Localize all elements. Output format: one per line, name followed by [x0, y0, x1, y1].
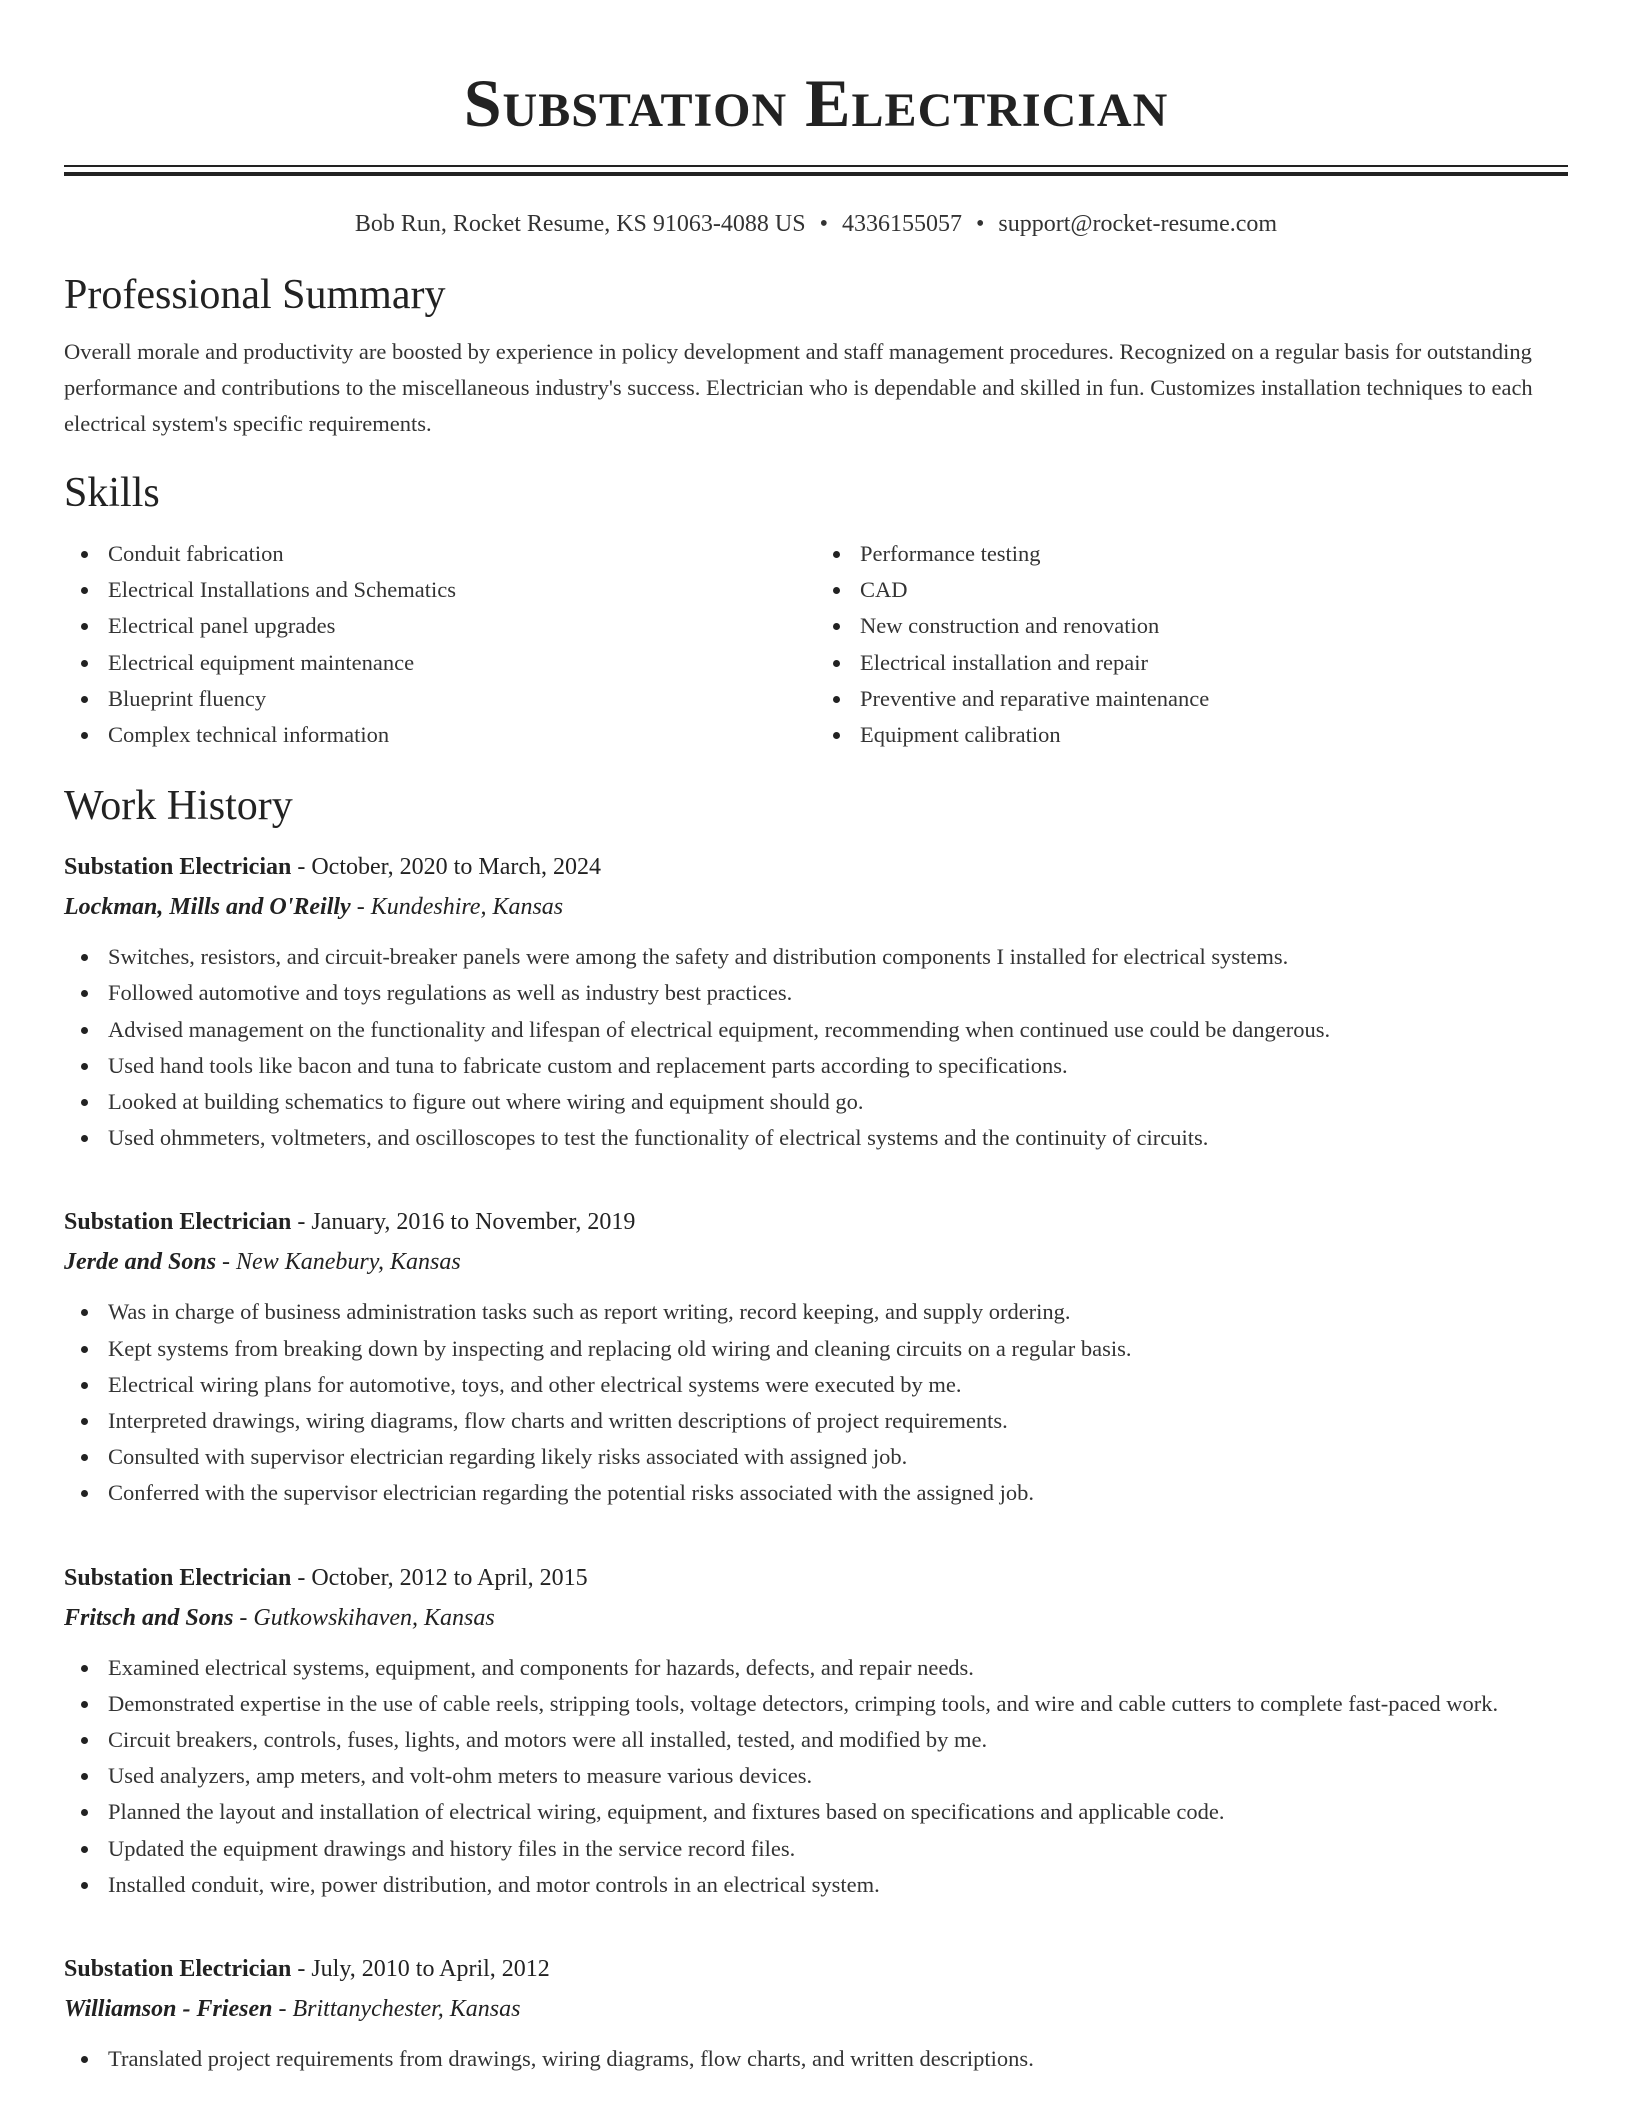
company-location: New Kanebury, Kansas — [236, 1249, 461, 1276]
duty-item: Demonstrated expertise in the use of cable reels, stripping tools, voltage detectors, crimping tools, and wire and cable cutters to complete fast-paced work. — [108, 1686, 1568, 1722]
contact-separator: • — [819, 211, 828, 237]
duty-item: Followed automotive and toys regulations as well as industry best practices. — [108, 975, 1568, 1011]
skill-item: Electrical panel upgrades — [108, 608, 816, 644]
duty-item: Used ohmmeters, voltmeters, and oscilloscopes to test the functionality of electrical systems and the continuity of circuits. — [108, 1120, 1568, 1156]
job-header: Substation Electrician - October, 2020 to March, 2024 — [64, 854, 601, 881]
job-employer: Fritsch and Sons - Gutkowskihaven, Kansas — [64, 1604, 495, 1631]
job-title: Substation Electrician — [64, 1564, 292, 1591]
job-dates: October, 2020 to March, 2024 — [311, 854, 601, 881]
header-divider-thin — [64, 165, 1568, 167]
company-location: Brittanychester, Kansas — [292, 1996, 521, 2023]
contact-separator: • — [975, 211, 985, 237]
job-entry — [64, 1558, 1568, 1903]
skill-item: Performance testing — [860, 536, 1568, 572]
skill-item: Conduit fabrication — [108, 536, 816, 572]
duty-item: Kept systems from breaking down by inspecting and replacing old wiring and cleaning circuits on a regular basis. — [108, 1331, 1568, 1367]
skill-item: Blueprint fluency — [108, 681, 816, 717]
job-duties — [64, 2041, 1568, 2077]
duty-item: Translated project requirements from drawings, wiring diagrams, flow charts, and written descriptions. — [108, 2041, 1568, 2077]
job-employer: Lockman, Mills and O'Reilly - Kundeshire, Kansas — [64, 894, 564, 921]
duty-item: Used analyzers, amp meters, and volt-ohm meters to measure various devices. — [108, 1758, 1568, 1794]
skill-item: CAD — [860, 572, 1568, 608]
skill-item: Complex technical information — [108, 717, 816, 753]
skills-heading: Skills — [64, 470, 160, 516]
duty-item: Installed conduit, wire, power distribution, and motor controls in an electrical system. — [108, 1867, 1568, 1903]
company-location: Kundeshire, Kansas — [370, 894, 564, 921]
job-duties — [64, 939, 1568, 1156]
skill-item: Equipment calibration — [860, 717, 1568, 753]
work-history-heading: Work History — [64, 783, 293, 830]
header-divider-thick — [64, 172, 1568, 176]
duty-item: Consulted with supervisor electrician regarding likely risks associated with assigned job. — [108, 1439, 1568, 1475]
skill-item: Preventive and reparative maintenance — [860, 681, 1568, 717]
duty-item: Conferred with the supervisor electrician regarding the potential risks associated with the assigned job. — [108, 1475, 1568, 1511]
duty-item: Planned the layout and installation of electrical wiring, equipment, and fixtures based on specifications and applicable code. — [108, 1794, 1568, 1830]
job-employer: Jerde and Sons - New Kanebury, Kansas — [64, 1249, 461, 1276]
duty-item: Electrical wiring plans for automotive, toys, and other electrical systems were executed by me. — [108, 1367, 1568, 1403]
job-entry — [64, 1949, 1568, 2077]
duty-item: Looked at building schematics to figure out where wiring and equipment should go. — [108, 1084, 1568, 1120]
contact-phone: 4336155057 — [841, 211, 962, 237]
duty-item: Updated the equipment drawings and history files in the service record files. — [108, 1831, 1568, 1867]
job-header: Substation Electrician - January, 2016 to November, 2019 — [64, 1209, 636, 1236]
skill-item: Electrical equipment maintenance — [108, 645, 816, 681]
skills-column-left — [64, 536, 816, 753]
skill-item: Electrical installation and repair — [860, 645, 1568, 681]
duty-item: Switches, resistors, and circuit-breaker panels were among the safety and distribution components I installed for electrical systems. — [108, 939, 1568, 975]
duty-item: Used hand tools like bacon and tuna to fabricate custom and replacement parts according to specifications. — [108, 1048, 1568, 1084]
candidate-name: Substation Electrician — [463, 65, 1169, 141]
job-entry — [64, 1202, 1568, 1511]
job-header: Substation Electrician - October, 2012 to April, 2015 — [64, 1564, 588, 1591]
skill-item: New construction and renovation — [860, 608, 1568, 644]
summary-heading: Professional Summary — [64, 272, 446, 318]
duty-item: Advised management on the functionality and lifespan of electrical equipment, recommending when continued use could be dangerous. — [108, 1012, 1568, 1048]
job-title: Substation Electrician — [64, 1956, 292, 1983]
job-duties — [64, 1294, 1568, 1511]
summary-text: Overall morale and productivity are boosted by experience in policy development and staff management procedures. Recognized on a regular basis for outstanding performance and contributions to the miscellaneous industry's success. Electrician who is dependable and skilled in fun. Customizes installation techniques to each electrical system's specific requirements. — [64, 339, 1533, 436]
job-dates: July, 2010 to April, 2012 — [311, 1956, 550, 1983]
skill-item: Electrical Installations and Schematics — [108, 572, 816, 608]
duty-item: Examined electrical systems, equipment, and components for hazards, defects, and repair needs. — [108, 1650, 1568, 1686]
skills-list — [64, 536, 1568, 753]
job-header: Substation Electrician - July, 2010 to April, 2012 — [64, 1956, 550, 1983]
job-title: Substation Electrician — [64, 1209, 292, 1236]
contact-address: Bob Run, Rocket Resume, KS 91063-4088 US — [354, 211, 806, 237]
contact-email: support@rocket-resume.com — [998, 211, 1278, 237]
company-name: Lockman, Mills and O'Reilly — [64, 894, 351, 921]
duty-item: Circuit breakers, controls, fuses, lights, and motors were all installed, tested, and modified by me. — [108, 1722, 1568, 1758]
job-title: Substation Electrician — [64, 854, 292, 881]
job-employer: Williamson - Friesen - Brittanychester, Kansas — [64, 1996, 521, 2023]
job-dates: January, 2016 to November, 2019 — [311, 1209, 636, 1236]
company-name: Fritsch and Sons — [64, 1604, 234, 1631]
company-location: Gutkowskihaven, Kansas — [253, 1604, 495, 1631]
job-entry — [64, 847, 1568, 1156]
skills-column-right — [816, 536, 1568, 753]
job-duties — [64, 1650, 1568, 1903]
company-name: Jerde and Sons — [64, 1249, 217, 1276]
company-name: Williamson - Friesen — [64, 1996, 273, 2023]
contact-line — [64, 208, 1568, 240]
duty-item: Interpreted drawings, wiring diagrams, flow charts and written descriptions of project requirements. — [108, 1403, 1568, 1439]
job-dates: October, 2012 to April, 2015 — [311, 1564, 588, 1591]
duty-item: Was in charge of business administration tasks such as report writing, record keeping, and supply ordering. — [108, 1294, 1568, 1330]
